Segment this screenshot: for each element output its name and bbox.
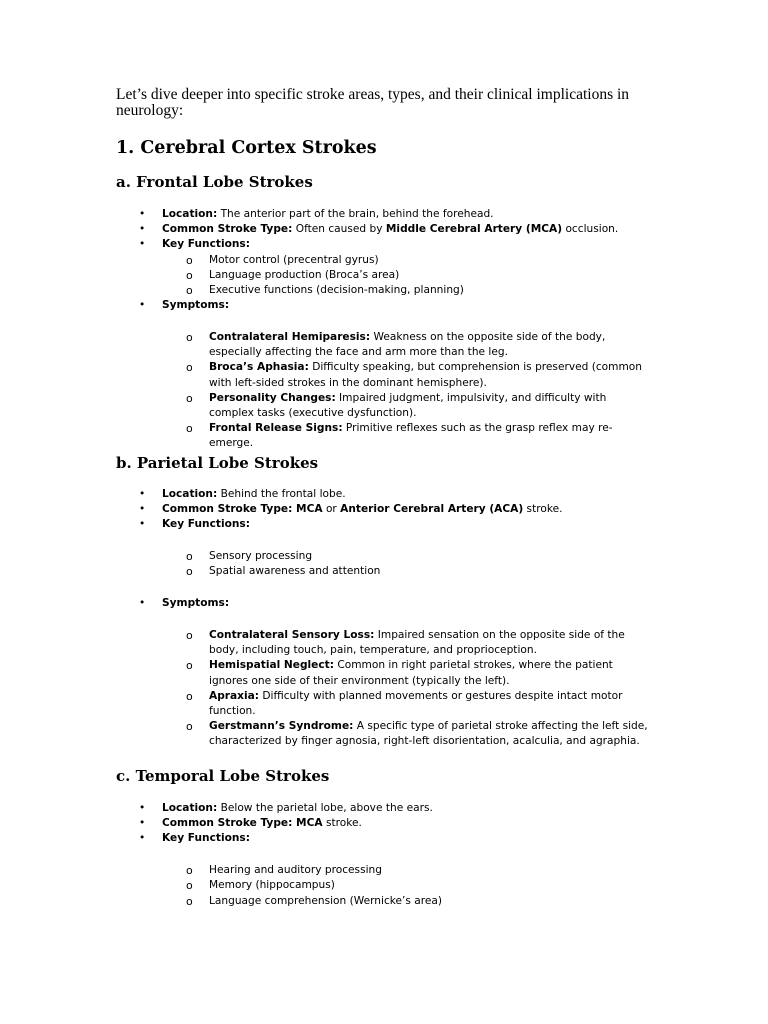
bullet-icon: • bbox=[139, 299, 146, 312]
list-item-symptoms: • Symptoms: bbox=[116, 298, 656, 313]
sub-bullet-icon: o bbox=[186, 689, 193, 703]
sub-bullet-icon: o bbox=[186, 253, 193, 267]
parietal-list bbox=[116, 487, 656, 750]
bullet-icon: • bbox=[139, 223, 146, 236]
sub-item-symptom: o Broca’s Aphasia: Difficulty speaking, but comprehension is preserved (common with left-sided strokes in the dominant hemisphere). bbox=[186, 361, 642, 389]
sub-item-function: o Spatial awareness and attention bbox=[186, 565, 381, 579]
frontal-list bbox=[116, 207, 656, 452]
sub-bullet-icon: o bbox=[186, 629, 193, 642]
list-item-stroke-type: • Common Stroke Type: MCA stroke. bbox=[116, 816, 656, 831]
bullet-icon: • bbox=[139, 518, 146, 531]
sub-bullet-icon: o bbox=[186, 361, 193, 375]
sub-bullet-icon: o bbox=[186, 565, 193, 579]
bullet-icon: • bbox=[139, 238, 146, 251]
bullet-icon: • bbox=[139, 597, 146, 610]
sub-item-function: o Sensory processing bbox=[186, 550, 313, 564]
sub-item-symptom: o Contralateral Sensory Loss: Impaired sensation on the opposite side of the body, including touch, pain, temperature, and proprioception. bbox=[186, 629, 625, 657]
subheading-frontal-lobe: a. Frontal Lobe Strokes bbox=[116, 173, 313, 191]
list-item-stroke-type: • Common Stroke Type: Often caused by Middle Cerebral Artery (MCA) occlusion. bbox=[116, 222, 656, 237]
list-item-key-functions: • Key Functions: bbox=[116, 237, 656, 252]
bullet-icon: • bbox=[139, 208, 146, 220]
sub-item-symptom: o Contralateral Hemiparesis: Weakness on the opposite side of the body, especially affecting the face and arm more than the leg. bbox=[186, 331, 606, 359]
spacer bbox=[116, 313, 656, 330]
bullet-icon: • bbox=[139, 802, 146, 814]
sub-item-function: o Language production (Broca’s area) bbox=[186, 268, 400, 282]
section-heading-cerebral-cortex: 1. Cerebral Cortex Strokes bbox=[116, 138, 377, 158]
subheading-parietal-lobe: b. Parietal Lobe Strokes bbox=[116, 454, 319, 472]
temporal-list bbox=[116, 801, 656, 909]
sub-item-function: o Motor control (precentral gyrus) bbox=[186, 253, 379, 267]
subheading-temporal-lobe: c. Temporal Lobe Strokes bbox=[116, 767, 330, 785]
sub-bullet-icon: o bbox=[186, 550, 193, 564]
spacer bbox=[116, 533, 656, 550]
sub-item-function: o Executive functions (decision-making, planning) bbox=[186, 284, 464, 298]
sub-item-symptom: o Personality Changes: Impaired judgment, impulsivity, and difficulty with complex tasks (executive dysfunction). bbox=[186, 391, 607, 420]
spacer bbox=[116, 611, 656, 628]
spacer bbox=[116, 847, 656, 864]
sub-bullet-icon: o bbox=[186, 879, 193, 893]
bullet-icon: • bbox=[139, 817, 146, 830]
sub-bullet-icon: o bbox=[186, 659, 193, 673]
sub-bullet-icon: o bbox=[186, 268, 193, 282]
list-item-stroke-type: • Common Stroke Type: MCA or Anterior Cerebral Artery (ACA) stroke. bbox=[116, 502, 656, 517]
list-item-key-functions: • Key Functions: bbox=[116, 517, 656, 532]
bullet-icon: • bbox=[139, 488, 146, 500]
sub-item-function: o Hearing and auditory processing bbox=[186, 864, 382, 878]
sub-bullet-icon: o bbox=[186, 284, 193, 298]
sub-item-symptom: o Apraxia: Difficulty with planned movements or gestures despite intact motor function. bbox=[186, 689, 623, 718]
bullet-icon: • bbox=[139, 503, 146, 516]
sub-bullet-icon: o bbox=[186, 720, 193, 734]
sub-bullet-icon: o bbox=[186, 422, 193, 436]
sub-bullet-icon: o bbox=[186, 864, 193, 878]
list-item-symptoms: • Symptoms: bbox=[116, 596, 656, 611]
sub-item-function: o Memory (hippocampus) bbox=[186, 879, 335, 893]
sub-item-function: o Language comprehension (Wernicke’s area) bbox=[186, 894, 443, 908]
sub-bullet-icon: o bbox=[186, 894, 193, 908]
sub-item-symptom: o Frontal Release Signs: Primitive reflexes such as the grasp reflex may re-emerge. bbox=[186, 422, 613, 450]
bullet-icon: • bbox=[139, 832, 146, 845]
spacer bbox=[116, 580, 656, 597]
intro-paragraph: Let’s dive deeper into specific stroke areas, types, and their clinical implications in neurology: bbox=[116, 86, 630, 119]
sub-item-symptom: o Gerstmann’s Syndrome: A specific type of parietal stroke affecting the left side, characterized by finger agnosia, right-left disorientation, acalculia, and agraphia. bbox=[186, 720, 648, 748]
list-item-key-functions: • Key Functions: bbox=[116, 831, 656, 846]
list-item-location: • Location: Below the parietal lobe, above the ears. bbox=[116, 801, 656, 816]
list-item-location: • Location: The anterior part of the brain, behind the forehead. bbox=[116, 207, 656, 222]
sub-bullet-icon: o bbox=[186, 391, 193, 405]
list-item-location: • Location: Behind the frontal lobe. bbox=[116, 487, 656, 502]
sub-item-symptom: o Hemispatial Neglect: Common in right parietal strokes, where the patient ignores one side of their environment (typically the left). bbox=[186, 659, 613, 687]
sub-bullet-icon: o bbox=[186, 331, 193, 345]
